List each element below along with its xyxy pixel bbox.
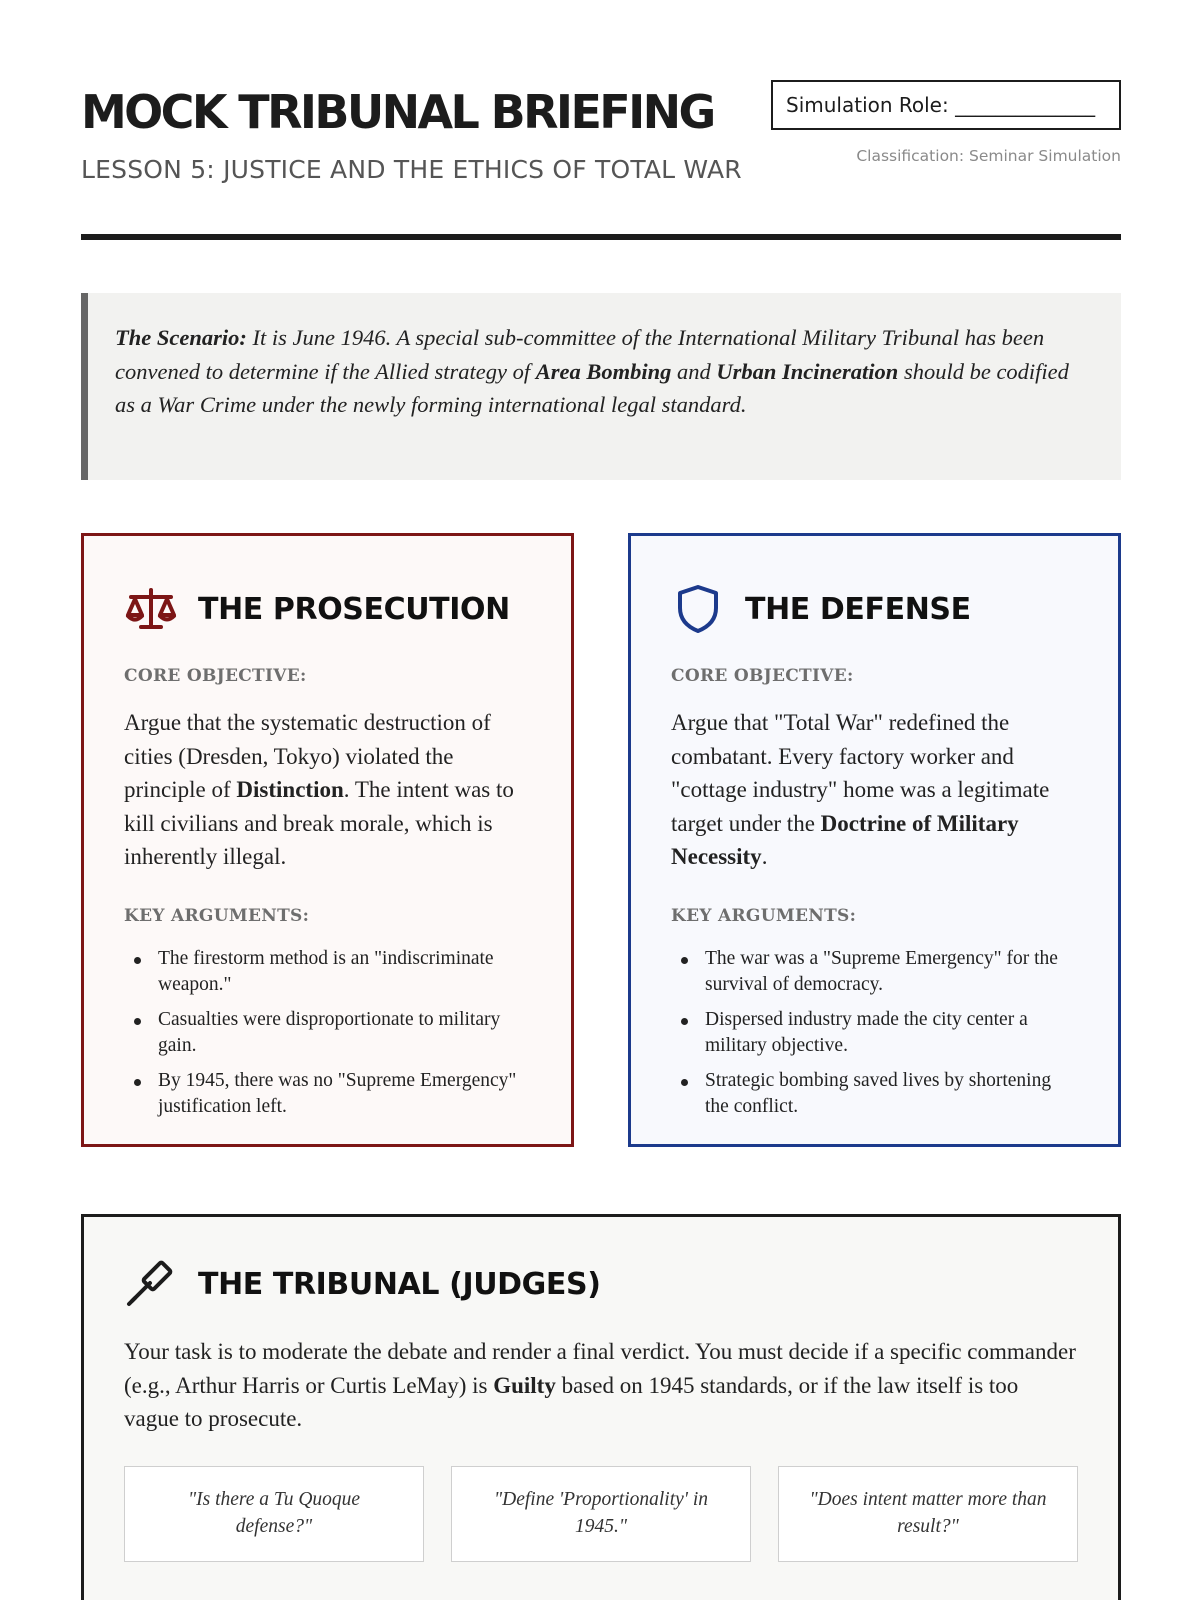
argument-item: The firestorm method is an "indiscriminate weapon."	[124, 946, 531, 999]
tribunal-text: based on 1945 standards, or if the law itself is too vague to prosecute.	[124, 1372, 1019, 1431]
objective-text: Argue that the systematic destruction of cities (Dresden, Tokyo) violated the principle of	[124, 710, 491, 802]
role-blank: ______________	[955, 93, 1096, 117]
scenario-text-2: and	[671, 358, 717, 384]
briefing-page	[81, 0, 1121, 1537]
prosecution-arguments-label: KEY ARGUMENTS:	[124, 905, 310, 926]
page-title: MOCK TRIBUNAL BRIEFING	[81, 85, 714, 139]
scenario-term-2: Urban Incineration	[716, 358, 899, 384]
scenario-box	[81, 293, 1121, 480]
defense-header	[671, 582, 1078, 636]
scenario-lead: The Scenario:	[115, 325, 247, 350]
objective-text: . The intent was to kill civilians and break morale, which is inherently illegal.	[124, 777, 514, 869]
role-label: Simulation Role:	[786, 93, 949, 117]
tribunal-term: Guilty	[493, 1372, 556, 1398]
scenario-text-3: should be codified as a War Crime under the newly forming international legal standard.	[115, 358, 1069, 417]
tribunal-title: THE TRIBUNAL (JUDGES)	[198, 1266, 601, 1302]
prosecution-objective	[124, 706, 531, 874]
scenario-text-1: It is June 1946. A special sub-committee of the International Military Tribunal has been convened to determine if the Allied strategy of	[115, 325, 1045, 384]
classification-note: Classification: Seminar Simulation	[856, 147, 1121, 165]
objective-term: Doctrine of Military Necessity	[671, 810, 1019, 869]
prosecution-objective-label: CORE OBJECTIVE:	[124, 666, 307, 686]
tribunal-questions	[124, 1466, 1078, 1562]
defense-objective	[671, 706, 1078, 874]
simulation-role-field[interactable]	[771, 80, 1121, 130]
tribunal-text: Your task is to moderate the debate and render a final verdict. You must decide if a specific commander (e.g., Arthur Harris or Curtis LeMay) is	[124, 1339, 1076, 1398]
argument-item: Casualties were disproportionate to military gain.	[124, 1007, 531, 1060]
scenario-term-1: Area Bombing	[535, 358, 672, 384]
defense-arguments-label: KEY ARGUMENTS:	[671, 905, 857, 926]
header	[81, 0, 1121, 242]
question-card: "Is there a Tu Quoque defense?"	[124, 1466, 424, 1562]
defense-title: THE DEFENSE	[745, 591, 971, 627]
tribunal-instructions	[124, 1335, 1078, 1436]
defense-objective-label: CORE OBJECTIVE:	[671, 666, 854, 686]
question-card: "Does intent matter more than result?"	[778, 1466, 1078, 1562]
page-subtitle: LESSON 5: JUSTICE AND THE ETHICS OF TOTAL WAR	[81, 155, 742, 184]
tribunal-card	[81, 1214, 1121, 1600]
tribunal-header	[124, 1257, 1078, 1311]
prosecution-arguments	[124, 946, 531, 1121]
argument-item: The war was a "Supreme Emergency" for the survival of democracy.	[671, 946, 1078, 999]
prosecution-header	[124, 582, 531, 636]
objective-text: Argue that "Total War" redefined the combatant. Every factory worker and "cottage industry" home was a legitimate target under the	[671, 710, 1050, 836]
argument-item: Dispersed industry made the city center a military objective.	[671, 1007, 1078, 1060]
gavel-icon	[124, 1257, 178, 1311]
shield-icon	[671, 582, 725, 636]
question-card: "Define 'Proportionality' in 1945."	[451, 1466, 751, 1562]
objective-text: .	[761, 844, 768, 869]
defense-arguments	[671, 946, 1078, 1121]
defense-card	[628, 533, 1121, 1147]
prosecution-title: THE PROSECUTION	[198, 591, 510, 627]
argument-item: By 1945, there was no "Supreme Emergency" justification left.	[124, 1068, 531, 1121]
argument-item: Strategic bombing saved lives by shortening the conflict.	[671, 1068, 1078, 1121]
header-divider	[81, 234, 1121, 240]
prosecution-card	[81, 533, 574, 1147]
objective-term: Distinction	[236, 777, 344, 802]
scales-icon	[124, 582, 178, 636]
